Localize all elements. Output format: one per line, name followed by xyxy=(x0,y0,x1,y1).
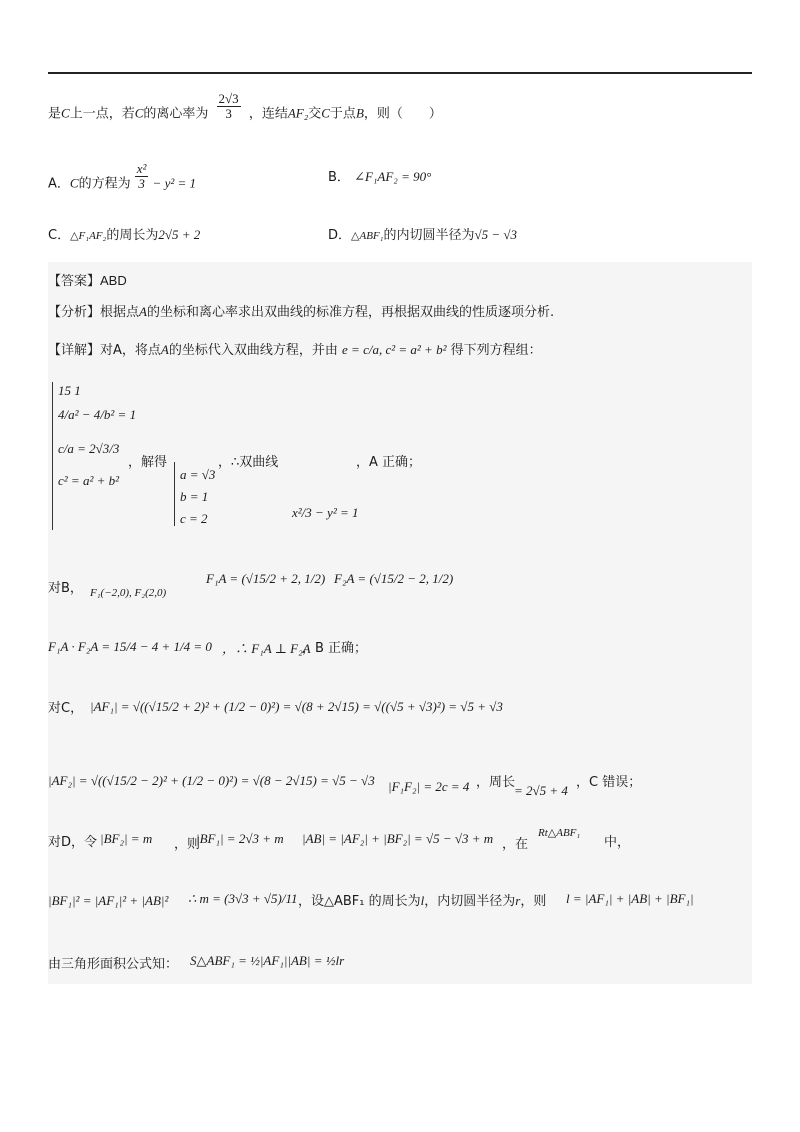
d-ab: |AB| = |AF₂| + |BF₂| = √5 − √3 + m xyxy=(302,831,494,846)
c-intro: 对C， xyxy=(48,701,84,716)
system-line-1: 15 1 xyxy=(58,383,81,398)
therefore-hyperbola: ，∴双曲线 xyxy=(218,455,279,470)
d-perimeter-sum: l = |AF₁| + |AB| + |BF₁| xyxy=(566,891,694,906)
c-f1f2: |F₁F₂| = 2c = 4 xyxy=(388,779,470,794)
detail-intro: 【详解】对A，将点A的坐标代入双曲线方程，并由 e = c/a, c² = a² + b² 得下列方程组： xyxy=(48,342,542,358)
c-perimeter: = 2√5 + 4 xyxy=(514,783,568,798)
b-vector-1: F₁A = (√15/2 + 2, 1/2) xyxy=(206,571,326,586)
area-formula: S△ABF₁ = ½|AF₁||AB| = ½lr xyxy=(190,953,345,968)
d-mid: 中， xyxy=(604,835,631,850)
solution-panel xyxy=(48,262,752,984)
c-af1: |AF₁| = √((√15/2 + 2)² + (1/2 − 0)²) = √(8 + 2√15) = √((√5 + √3)²) = √5 + √3 xyxy=(90,699,503,714)
d-m-value: ∴ m = (3√3 + √5)/11 xyxy=(188,891,298,906)
b-foci: F₁(−2,0), F₂(2,0) xyxy=(90,587,167,599)
solution-a: a = √3 xyxy=(180,467,216,482)
b-correct: ，B 正确； xyxy=(302,641,368,656)
d-rt-triangle: Rt△ABF₁ xyxy=(538,827,581,839)
c-perimeter-text: ，周长 xyxy=(476,775,516,790)
system-line-4: c² = a² + b² xyxy=(58,473,120,488)
system-line-2: 4/a² − 4/b² = 1 xyxy=(58,407,137,422)
b-intro: 对B， xyxy=(48,581,83,596)
system-brace xyxy=(52,382,53,530)
b-dot-product: F₁A · F₂A = 15/4 − 4 + 1/4 = 0 xyxy=(48,639,212,654)
b-vector-2: F₂A = (√15/2 − 2, 1/2) xyxy=(334,571,454,586)
solve-text: ，解得 xyxy=(128,455,168,470)
a-correct: ，A 正确； xyxy=(356,455,422,470)
b-perpendicular: ，∴ F₁A ⊥ F₂A xyxy=(222,641,311,656)
c-af2: |AF₂| = √((√15/2 − 2)² + (1/2 − 0)²) = √(8 − 2√15) = √5 − √3 xyxy=(48,773,375,788)
d-in: ，在 xyxy=(502,837,529,852)
solution-b: b = 1 xyxy=(180,489,209,504)
option-d[interactable]: D．△ABF₁的内切圆半径为√5 − √3 xyxy=(328,227,518,243)
question-stem: 是C上一点，若C的离心率为 $\frac{2√3}{3}$ ，连结AF₂交C于点B，则（ ） xyxy=(48,91,442,122)
option-c[interactable]: C．△F₁AF₂的周长为2√5 + 2 xyxy=(48,227,201,243)
d-set: ，设△ABF₁ 的周长为l，内切圆半径为r，则 xyxy=(298,893,547,909)
hyperbola-equation: x²/3 − y² = 1 xyxy=(292,505,359,520)
option-b[interactable]: B． ∠F₁AF₂ = 90° xyxy=(328,169,432,185)
solution-brace xyxy=(174,462,175,526)
d-then: ，则 xyxy=(174,837,201,852)
d-bf1: |BF₁| = 2√3 + m xyxy=(196,831,284,846)
option-a-fraction: $\frac{\text{x²}}{3}$ xyxy=(136,161,147,191)
system-line-3: c/a = 2√3/3 xyxy=(58,441,120,456)
d-pythagoras: |BF₁|² = |AF₁|² + |AB|² xyxy=(48,893,169,908)
option-a[interactable]: A．C的方程为 $\frac{\text{x²}}{3}$ − y² = 1 xyxy=(48,161,197,192)
header-rule xyxy=(48,72,752,74)
answer-line: 【答案】ABD xyxy=(48,273,127,289)
eccentricity-fraction: $\frac{2√3}{3}$ xyxy=(218,91,239,121)
d-intro: 对D，令 xyxy=(48,835,98,850)
solution-c: c = 2 xyxy=(180,511,208,526)
c-wrong: ，C 错误； xyxy=(576,775,642,790)
analysis-line: 【分析】根据点A的坐标和离心率求出双曲线的标准方程，再根据双曲线的性质逐项分析. xyxy=(48,304,555,320)
area-text: 由三角形面积公式知： xyxy=(48,957,179,972)
d-bf2: |BF₂| = m xyxy=(100,831,153,846)
